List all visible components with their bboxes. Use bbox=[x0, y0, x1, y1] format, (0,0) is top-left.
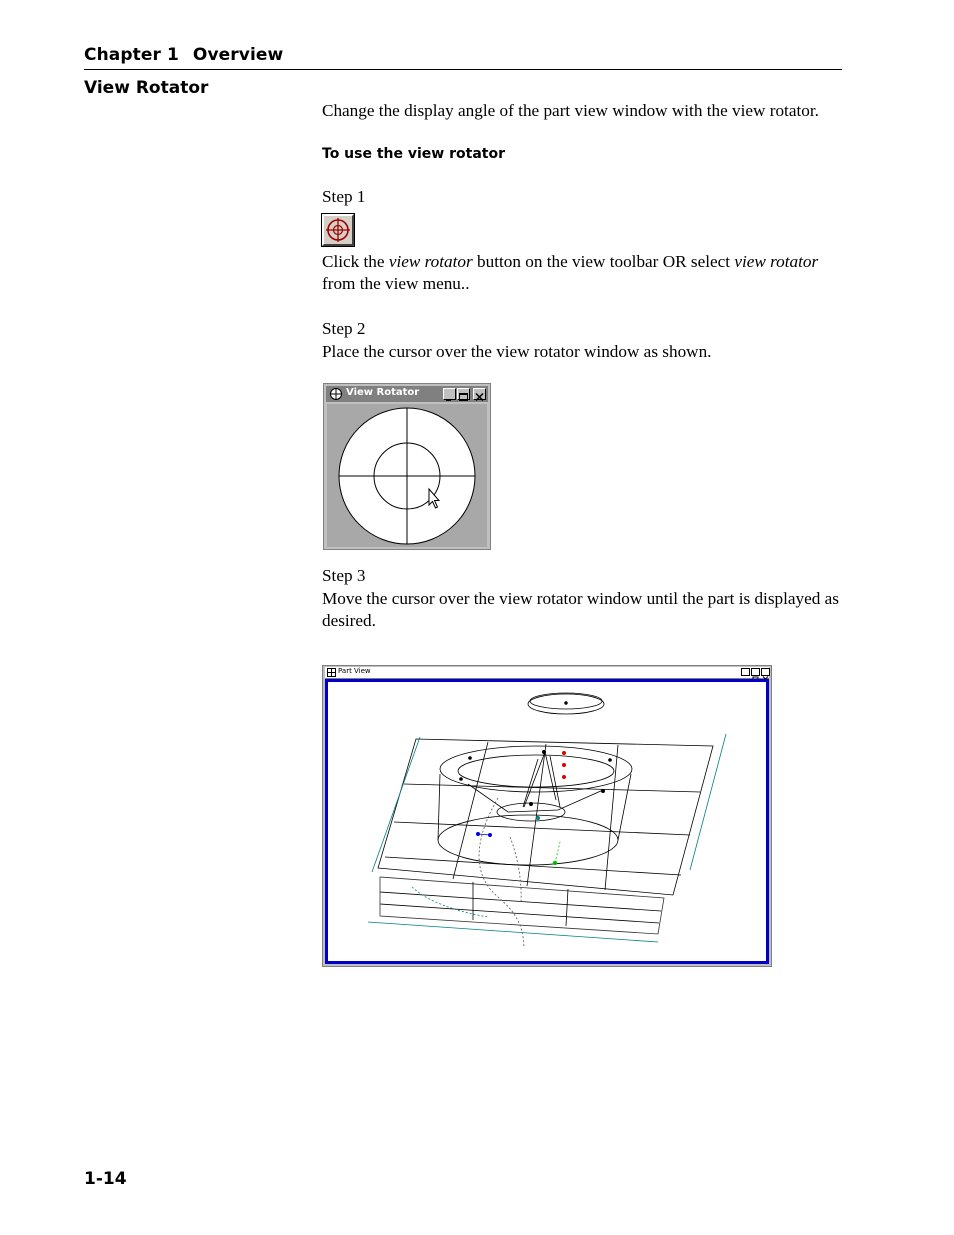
step-1-text-part: Click the bbox=[322, 252, 389, 271]
procedure-heading: To use the view rotator bbox=[322, 146, 505, 162]
step-3-label: Step 3 bbox=[322, 566, 366, 585]
part-view-window[interactable] bbox=[322, 665, 772, 967]
rotator-app-icon bbox=[329, 387, 343, 401]
view-rotator-window[interactable] bbox=[323, 383, 491, 550]
maximize-button[interactable] bbox=[751, 668, 760, 676]
page-number: 1-14 bbox=[84, 1169, 127, 1189]
section-title: View Rotator bbox=[84, 78, 209, 98]
step-1-emphasis: view rotator bbox=[388, 252, 473, 271]
close-button[interactable] bbox=[473, 388, 486, 400]
rotator-control-area[interactable] bbox=[327, 404, 487, 547]
part-view-app-icon bbox=[327, 668, 336, 677]
chapter-label: Chapter 1 bbox=[84, 45, 179, 65]
close-icon bbox=[474, 392, 485, 402]
point-red bbox=[562, 751, 565, 754]
view-rotator-title: View Rotator bbox=[346, 387, 420, 398]
minimize-icon bbox=[444, 392, 455, 402]
view-rotator-button[interactable] bbox=[322, 214, 354, 246]
header-rule bbox=[84, 69, 842, 70]
part-view-title: Part View bbox=[338, 667, 371, 675]
part-view-titlebar[interactable] bbox=[325, 667, 769, 679]
part-view-canvas[interactable] bbox=[325, 679, 769, 964]
close-button[interactable] bbox=[761, 668, 770, 676]
step-1-text-part: button on the view toolbar OR select bbox=[472, 252, 735, 271]
chapter-header bbox=[84, 45, 283, 65]
minimize-button[interactable] bbox=[741, 668, 750, 676]
step-1-text bbox=[322, 251, 852, 295]
step-3-text: Move the cursor over the view rotator window until the part is displayed as desired. bbox=[322, 589, 839, 630]
step-2-text: Place the cursor over the view rotator window as shown. bbox=[322, 342, 712, 361]
step-2-label: Step 2 bbox=[322, 319, 366, 338]
view-rotator-titlebar[interactable] bbox=[326, 386, 488, 402]
step-1-text-part: from the view menu.. bbox=[322, 274, 470, 293]
maximize-button[interactable] bbox=[457, 388, 470, 400]
view-rotator-icon bbox=[324, 216, 352, 244]
minimize-button[interactable] bbox=[443, 388, 456, 400]
intro-paragraph: Change the display angle of the part view window with the view rotator. bbox=[322, 101, 819, 120]
maximize-icon bbox=[458, 392, 469, 402]
step-1-label: Step 1 bbox=[322, 187, 366, 206]
chapter-title: Overview bbox=[192, 45, 284, 65]
part-wireframe bbox=[328, 682, 766, 961]
step-1-emphasis: view rotator bbox=[734, 252, 819, 271]
